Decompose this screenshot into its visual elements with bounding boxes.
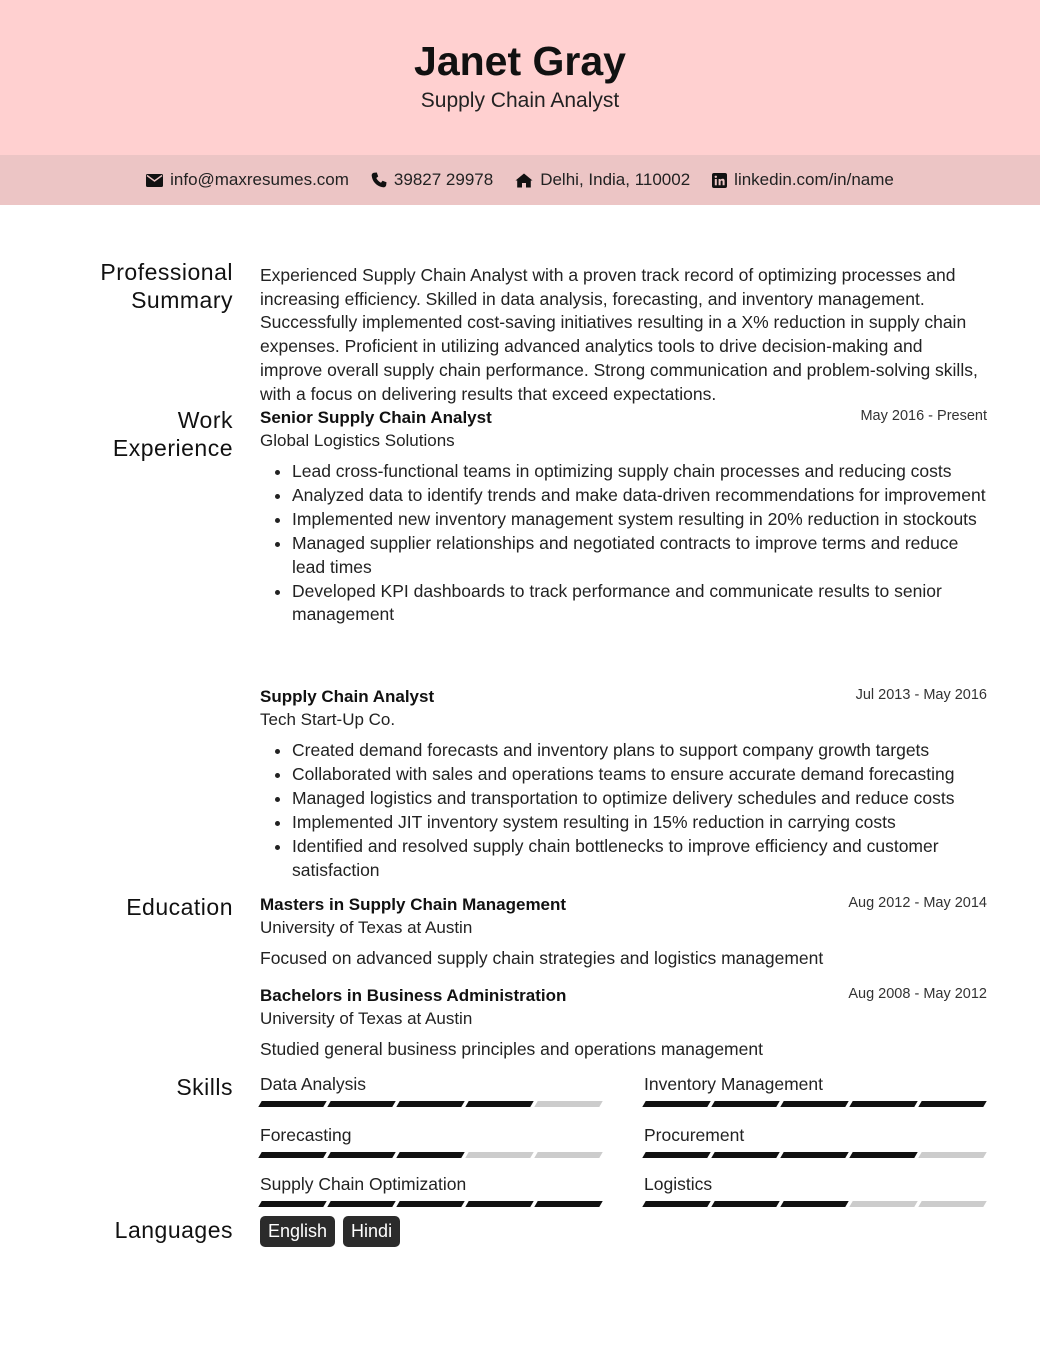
education-date: Aug 2012 - May 2014 xyxy=(848,895,987,911)
language-list xyxy=(260,1216,987,1247)
skill-item xyxy=(644,1173,987,1207)
skill-level-bar xyxy=(260,1101,603,1107)
language-tag: English xyxy=(260,1216,335,1247)
list-item: • Collaborated with sales and operations teams to ensure accurate demand forecasting xyxy=(292,763,987,787)
contact-email[interactable] xyxy=(146,170,349,190)
skill-segment-filled xyxy=(849,1152,917,1158)
envelope-icon xyxy=(146,174,163,187)
list-item: • Managed supplier relationships and negotiated contracts to improve terms and reduce lead times xyxy=(292,532,987,579)
skill-segment-filled xyxy=(258,1101,326,1107)
work-heading-line-1: Work xyxy=(177,407,233,433)
contact-phone[interactable] xyxy=(371,170,493,190)
skill-name: Logistics xyxy=(644,1174,713,1194)
skill-segment-filled xyxy=(780,1152,848,1158)
skill-segment-filled xyxy=(258,1152,326,1158)
skill-segment-filled xyxy=(642,1152,710,1158)
job-company: Tech Start-Up Co. xyxy=(260,710,396,729)
skill-segment-filled xyxy=(918,1101,986,1107)
education-degree: Bachelors in Business Administration xyxy=(260,986,567,1005)
job-date: May 2016 - Present xyxy=(860,408,987,424)
education-entry xyxy=(260,894,987,969)
home-icon xyxy=(515,173,533,188)
skill-segment-filled xyxy=(258,1201,326,1207)
contact-bar xyxy=(0,155,1040,205)
section-label-education: Education xyxy=(126,894,233,920)
skill-segment-empty xyxy=(918,1201,986,1207)
skill-segment-filled xyxy=(396,1101,464,1107)
skill-segment-filled xyxy=(396,1201,464,1207)
candidate-title: Supply Chain Analyst xyxy=(420,89,620,112)
skill-item xyxy=(260,1073,603,1107)
linkedin-text: linkedin.com/in/name xyxy=(734,170,894,189)
education-school: University of Texas at Austin xyxy=(260,918,473,937)
skill-level-bar xyxy=(260,1201,603,1207)
section-label-languages: Languages xyxy=(114,1217,233,1243)
section-label-summary xyxy=(43,258,233,314)
list-item: • Identified and resolved supply chain bottlenecks to improve efficiency and customer satisfaction xyxy=(292,835,987,882)
summary-text: Experienced Supply Chain Analyst with a proven track record of optimizing processes and increasing efficiency. Skilled in data analysis, forecasting, and inventory management. Successfully implemented cost-saving initiatives resulting in a X% reduction in supply chain expenses. Proficient in utilizing advanced analytics tools to drive decision-making and improve overall supply chain performance. Strong communication and problem-solving skills, with a focus on delivering results that exceed expectations. xyxy=(260,265,978,404)
job-title: Supply Chain Analyst xyxy=(260,687,435,706)
skill-level-bar xyxy=(644,1101,987,1107)
job-bullets xyxy=(260,739,987,882)
list-item: • Implemented JIT inventory system resulting in 15% reduction in carrying costs xyxy=(292,811,987,835)
section-label-work xyxy=(43,406,233,462)
resume-header xyxy=(0,0,1040,155)
job-bullets xyxy=(260,460,987,627)
skill-level-bar xyxy=(260,1152,603,1158)
education-description: Studied general business principles and operations management xyxy=(260,1039,763,1059)
skill-segment-empty xyxy=(534,1152,602,1158)
job-entry xyxy=(260,407,987,627)
skill-segment-filled xyxy=(465,1101,533,1107)
email-text: info@maxresumes.com xyxy=(170,170,349,189)
skill-segment-filled xyxy=(711,1152,779,1158)
skill-level-bar xyxy=(644,1152,987,1158)
phone-icon xyxy=(371,172,387,188)
skill-item xyxy=(260,1173,603,1207)
education-date: Aug 2008 - May 2012 xyxy=(848,986,987,1002)
education-entry xyxy=(260,985,987,1060)
candidate-name: Janet Gray xyxy=(414,38,626,84)
summary-heading-line-1: Professional xyxy=(100,259,233,285)
education-school: University of Texas at Austin xyxy=(260,1009,473,1028)
list-item: • Managed logistics and transportation to optimize delivery schedules and reduce costs xyxy=(292,787,987,811)
contact-linkedin[interactable] xyxy=(712,170,894,190)
skill-segment-filled xyxy=(711,1101,779,1107)
summary-heading-line-2: Summary xyxy=(131,287,233,313)
skill-segment-filled xyxy=(849,1101,917,1107)
skill-segment-filled xyxy=(396,1152,464,1158)
skill-segment-filled xyxy=(327,1101,395,1107)
skills-grid xyxy=(260,1073,987,1213)
skill-name: Forecasting xyxy=(260,1125,352,1145)
skill-segment-filled xyxy=(642,1201,710,1207)
skill-item xyxy=(644,1124,987,1158)
job-date: Jul 2013 - May 2016 xyxy=(855,687,987,703)
job-entry xyxy=(260,686,987,883)
skill-segment-empty xyxy=(918,1152,986,1158)
linkedin-icon xyxy=(712,173,727,188)
education-degree: Masters in Supply Chain Management xyxy=(260,895,567,914)
address-text: Delhi, India, 110002 xyxy=(540,170,691,189)
skill-name: Inventory Management xyxy=(644,1074,823,1094)
skill-name: Data Analysis xyxy=(260,1074,367,1094)
skill-level-bar xyxy=(644,1201,987,1207)
list-item: • Analyzed data to identify trends and make data-driven recommendations for improvement xyxy=(292,484,987,508)
skill-segment-filled xyxy=(780,1101,848,1107)
skill-name: Procurement xyxy=(644,1125,745,1145)
skill-item xyxy=(260,1124,603,1158)
skill-segment-filled xyxy=(780,1201,848,1207)
skill-segment-empty xyxy=(534,1101,602,1107)
skill-name: Supply Chain Optimization xyxy=(260,1174,467,1194)
skill-segment-filled xyxy=(465,1201,533,1207)
job-company: Global Logistics Solutions xyxy=(260,431,455,450)
list-item: • Implemented new inventory management system resulting in 20% reduction in stockouts xyxy=(292,508,987,532)
skill-segment-filled xyxy=(711,1201,779,1207)
skill-segment-empty xyxy=(465,1152,533,1158)
list-item: • Lead cross-functional teams in optimizing supply chain processes and reducing costs xyxy=(292,460,987,484)
skill-segment-empty xyxy=(849,1201,917,1207)
skill-item xyxy=(644,1073,987,1107)
work-heading-line-2: Experience xyxy=(112,435,233,461)
list-item: • Developed KPI dashboards to track performance and communicate results to senior management xyxy=(292,580,987,627)
phone-text: 39827 29978 xyxy=(393,170,494,189)
language-tag: Hindi xyxy=(343,1216,400,1247)
education-description: Focused on advanced supply chain strategies and logistics management xyxy=(260,948,824,968)
skill-segment-filled xyxy=(534,1201,602,1207)
contact-address xyxy=(515,170,690,190)
skill-segment-filled xyxy=(642,1101,710,1107)
list-item: • Created demand forecasts and inventory plans to support company growth targets xyxy=(292,739,987,763)
section-label-skills: Skills xyxy=(176,1074,233,1100)
skill-segment-filled xyxy=(327,1152,395,1158)
skill-segment-filled xyxy=(327,1201,395,1207)
job-title: Senior Supply Chain Analyst xyxy=(260,408,492,427)
